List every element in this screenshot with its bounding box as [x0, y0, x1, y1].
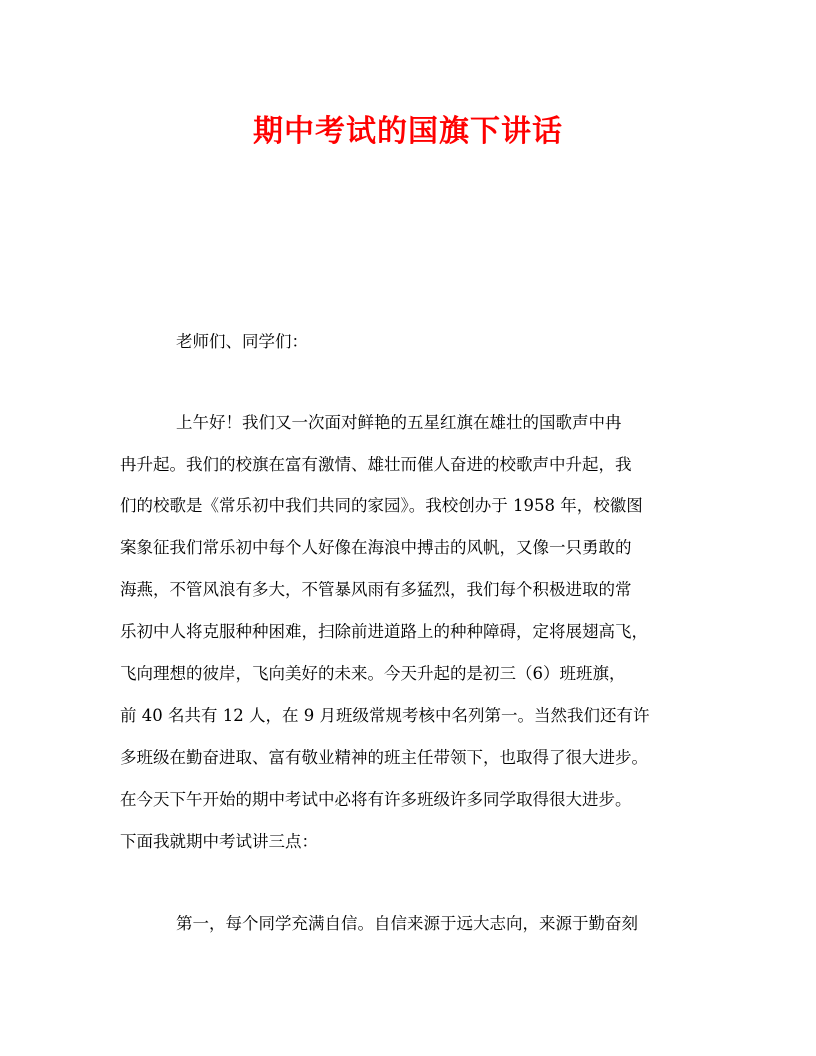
- paragraph-1-line: 下面我就期中考试讲三点：: [120, 832, 318, 851]
- paragraph-1-line: 海燕，不管风浪有多大，不管暴风雨有多猛烈，我们每个积极进取的常: [120, 580, 632, 599]
- paragraph-1-line: 乐初中人将克服种种困难，扫除前进道路上的种种障碍，定将展翅高飞，: [120, 622, 648, 641]
- paragraph-1-line: 飞向理想的彼岸，飞向美好的未来。今天升起的是初三（6）班班旗，: [120, 664, 626, 683]
- paragraph-1-line: 在今天下午开始的期中考试中必将有许多班级许多同学取得很大进步。: [120, 790, 632, 809]
- paragraph-1-line: 们的校歌是《常乐初中我们共同的家园》。我校创办于 1958 年，校徽图: [120, 496, 643, 515]
- paragraph-1-line: 冉升起。我们的校旗在富有激情、雄壮而催人奋进的校歌声中升起，我: [120, 455, 632, 474]
- paragraph-1-line: 多班级在勤奋进取、富有敬业精神的班主任带领下，也取得了很大进步。: [120, 748, 648, 767]
- paragraph-1-line: 案象征我们常乐初中每个人好像在海浪中搏击的风帆，又像一只勇敢的: [120, 538, 632, 557]
- greeting: 老师们、同学们：: [176, 332, 308, 351]
- paragraph-1-line: 前 40 名共有 12 人，在 9 月班级常规考核中名列第一。当然我们还有许: [120, 706, 650, 725]
- paragraph-1-line: 上午好！我们又一次面对鲜艳的五星红旗在雄壮的国歌声中冉: [176, 413, 622, 432]
- document-title: 期中考试的国旗下讲话: [253, 114, 563, 149]
- paragraph-2-line: 第一，每个同学充满自信。自信来源于远大志向，来源于勤奋刻: [176, 914, 638, 933]
